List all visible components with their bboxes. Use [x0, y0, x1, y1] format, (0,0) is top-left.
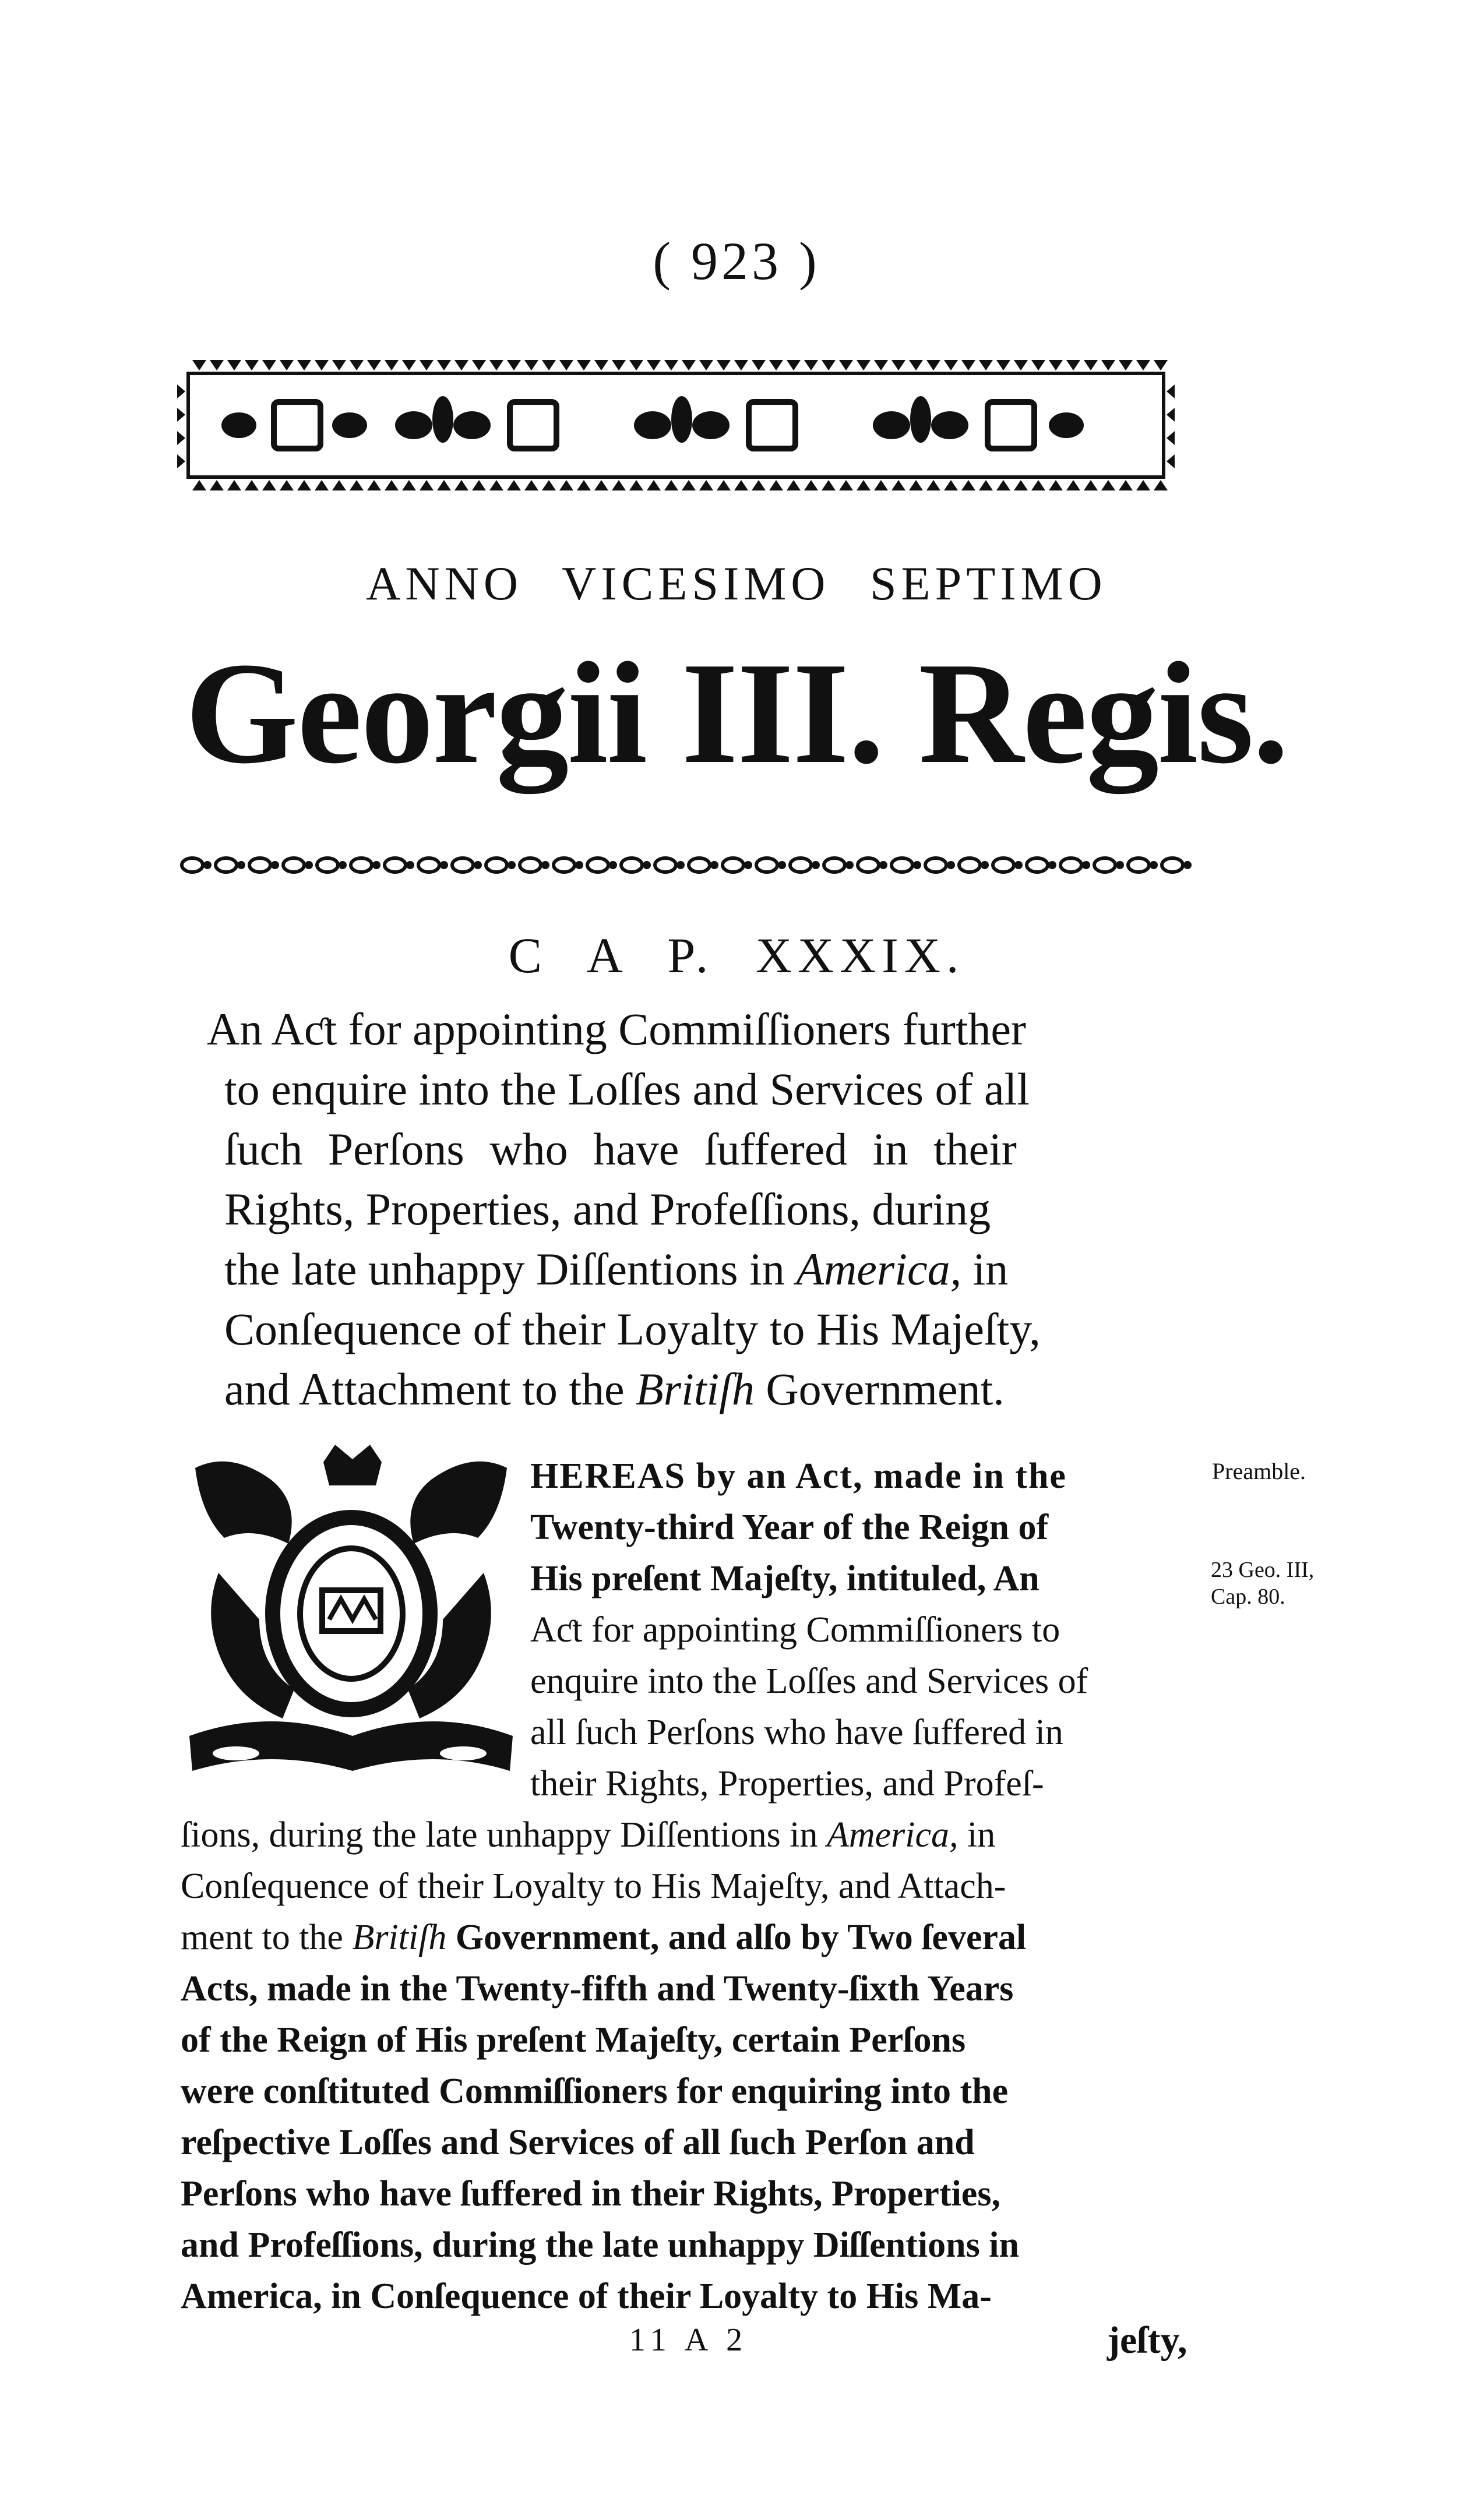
- act-title-text: and Attachment to the: [224, 1364, 625, 1414]
- body-line: [181, 1809, 1206, 1861]
- body-line: reſpective Loſſes and Services of all ſuch Perſon and: [181, 2123, 975, 2162]
- body-text: [181, 1450, 1206, 2322]
- body-line: Twenty-third Year of the Reign of: [530, 1508, 1049, 1547]
- margin-ref-line: Cap. 80.: [1211, 1584, 1285, 1609]
- body-text-segment: ment to the: [181, 1918, 343, 1957]
- act-title-line: Rights, Properties, and Profeſſions, during: [224, 1184, 991, 1234]
- body-line: all ſuch Perſons who have ſuffered in: [530, 1713, 1063, 1752]
- body-line: Perſons who have ſuffered in their Rights, Properties,: [181, 2174, 1000, 2214]
- margin-note-preamble: Preamble.: [1212, 1458, 1306, 1484]
- act-title-line: Conſequence of their Loyalty to His Majeſty,: [224, 1304, 1041, 1354]
- body-place: America,: [826, 1815, 958, 1855]
- body-line: and Profeſſions, during the late unhappy Diſſentions in: [181, 2225, 1019, 2265]
- act-title-line: to enquire into the Loſſes and Services of all: [224, 1064, 1030, 1114]
- act-title-text: in: [972, 1244, 1009, 1294]
- act-title-nation: Britiſh: [636, 1364, 755, 1414]
- body-text-segment: Government, and alſo by Two ſeveral: [455, 1918, 1027, 1957]
- anno-line: ANNO VICESIMO SEPTIMO: [366, 557, 1107, 610]
- chapter-heading: C A P. XXXIX.: [508, 927, 965, 983]
- body-line: Acts, made in the Twenty-fifth and Twenty-ſixth Years: [181, 1969, 1014, 2009]
- ornamental-border-icon: [175, 355, 1177, 495]
- body-line: Aƈt for appointing Commiſſioners to: [530, 1610, 1060, 1650]
- body-line: their Rights, Properties, and Profeſ-: [530, 1764, 1044, 1803]
- body-nation: Britiſh: [352, 1918, 447, 1957]
- act-title-line: [207, 1239, 1209, 1299]
- king-title: Georgii III. Regis.: [185, 633, 1288, 794]
- act-title-line: An Aƈt for appointing Commiſſioners further: [207, 1004, 1026, 1054]
- body-line: America, in Conſequence of their Loyalty to His Ma-: [181, 2277, 992, 2316]
- body-line: were conſtituted Commiſſioners for enquiring into the: [181, 2071, 1009, 2111]
- margin-ref-line: 23 Geo. III,: [1211, 1558, 1315, 1582]
- act-title-line: ſuch Perſons who have ſuffered in their: [224, 1124, 1017, 1174]
- act-title: [207, 999, 1209, 1419]
- act-title-text: the late unhappy Diſſentions in: [224, 1244, 785, 1294]
- act-title-place: America,: [796, 1244, 962, 1294]
- margin-note-statute: [1211, 1557, 1314, 1610]
- catchword: jeſty,: [1107, 2319, 1187, 2362]
- act-title-line: [207, 1359, 1209, 1419]
- body-line: Conſequence of their Loyalty to His Majeſty, and Attach-: [181, 1866, 1006, 1906]
- body-line: of the Reign of His preſent Majeſty, certain Perſons: [181, 2020, 966, 2060]
- body-line: HEREAS by an Act, made in the: [530, 1456, 1067, 1496]
- signature-mark: 11 A 2: [629, 2322, 749, 2358]
- ornamental-rule-icon: [175, 848, 1200, 883]
- body-text-segment: in: [967, 1815, 996, 1855]
- body-line: enquire into the Loſſes and Services of: [530, 1661, 1088, 1701]
- page-number: ( 923 ): [653, 231, 820, 291]
- body-line: [181, 1912, 1206, 1963]
- body-line: His preſent Majeſty, intituled, An: [530, 1559, 1039, 1598]
- body-text-segment: ſions, during the late unhappy Diſſentions in: [181, 1815, 818, 1855]
- act-title-text: Government.: [766, 1364, 1005, 1414]
